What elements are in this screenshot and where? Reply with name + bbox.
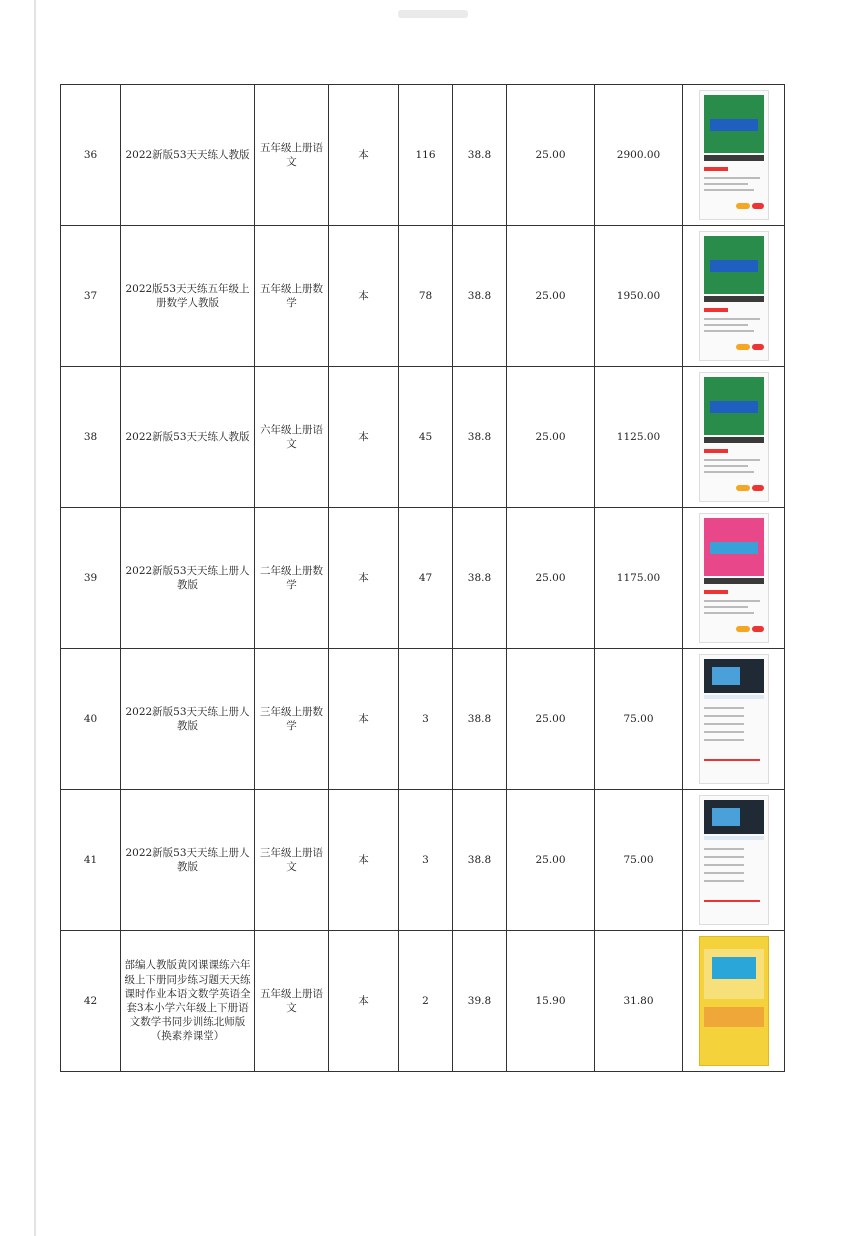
unit-price: 15.90 xyxy=(507,931,595,1072)
product-screenshot-icon xyxy=(699,513,769,643)
amount: 31.80 xyxy=(595,931,683,1072)
amount: 75.00 xyxy=(595,790,683,931)
table-row xyxy=(61,367,785,508)
product-screenshot-icon xyxy=(699,795,769,925)
amount: 1175.00 xyxy=(595,508,683,649)
thumbnail-cell xyxy=(683,226,785,367)
book-cover-icon xyxy=(699,936,769,1066)
quantity: 2 xyxy=(399,931,453,1072)
row-number: 40 xyxy=(61,649,121,790)
row-number: 37 xyxy=(61,226,121,367)
amount: 1950.00 xyxy=(595,226,683,367)
unit: 本 xyxy=(329,226,399,367)
unit: 本 xyxy=(329,649,399,790)
thumbnail-cell xyxy=(683,931,785,1072)
product-name: 2022新版53天天练上册人教版 xyxy=(121,649,255,790)
list-price: 38.8 xyxy=(453,508,507,649)
list-price: 38.8 xyxy=(453,790,507,931)
row-number: 42 xyxy=(61,931,121,1072)
quantity: 47 xyxy=(399,508,453,649)
table-row xyxy=(61,508,785,649)
unit: 本 xyxy=(329,85,399,226)
unit-price: 25.00 xyxy=(507,508,595,649)
grade-subject: 三年级上册语文 xyxy=(255,790,329,931)
table-row xyxy=(61,226,785,367)
amount: 75.00 xyxy=(595,649,683,790)
quantity: 45 xyxy=(399,367,453,508)
row-number: 36 xyxy=(61,85,121,226)
product-name: 2022版53天天练五年级上册数学人教版 xyxy=(121,226,255,367)
grade-subject: 六年级上册语文 xyxy=(255,367,329,508)
table-row xyxy=(61,85,785,226)
unit-price: 25.00 xyxy=(507,790,595,931)
amount: 2900.00 xyxy=(595,85,683,226)
quantity: 3 xyxy=(399,649,453,790)
product-screenshot-icon xyxy=(699,231,769,361)
thumbnail-cell xyxy=(683,85,785,226)
product-name: 2022新版53天天练上册人教版 xyxy=(121,790,255,931)
table-row xyxy=(61,790,785,931)
product-name: 部编人教版黄冈课课练六年级上下册同步练习题天天练课时作业本语文数学英语全套3本小学六年级上下册语文数学书同步训练北师版（换素养课堂） xyxy=(121,931,255,1072)
unit-price: 25.00 xyxy=(507,85,595,226)
amount: 1125.00 xyxy=(595,367,683,508)
list-price: 38.8 xyxy=(453,649,507,790)
thumbnail-cell xyxy=(683,790,785,931)
product-name: 2022新版53天天练上册人教版 xyxy=(121,508,255,649)
grade-subject: 三年级上册数学 xyxy=(255,649,329,790)
grade-subject: 五年级上册语文 xyxy=(255,931,329,1072)
product-screenshot-icon xyxy=(699,654,769,784)
thumbnail-cell xyxy=(683,649,785,790)
unit: 本 xyxy=(329,508,399,649)
product-name: 2022新版53天天练人教版 xyxy=(121,367,255,508)
quantity: 78 xyxy=(399,226,453,367)
unit: 本 xyxy=(329,367,399,508)
product-screenshot-icon xyxy=(699,372,769,502)
unit: 本 xyxy=(329,790,399,931)
unit-price: 25.00 xyxy=(507,367,595,508)
scan-mark xyxy=(398,10,468,18)
list-price: 38.8 xyxy=(453,226,507,367)
row-number: 41 xyxy=(61,790,121,931)
grade-subject: 二年级上册数学 xyxy=(255,508,329,649)
table-row xyxy=(61,649,785,790)
quantity: 3 xyxy=(399,790,453,931)
product-screenshot-icon xyxy=(699,90,769,220)
scan-edge xyxy=(34,0,36,1236)
table-row xyxy=(61,931,785,1072)
product-name: 2022新版53天天练人教版 xyxy=(121,85,255,226)
row-number: 39 xyxy=(61,508,121,649)
list-price: 38.8 xyxy=(453,367,507,508)
purchase-table xyxy=(60,84,785,1072)
list-price: 39.8 xyxy=(453,931,507,1072)
unit-price: 25.00 xyxy=(507,649,595,790)
list-price: 38.8 xyxy=(453,85,507,226)
row-number: 38 xyxy=(61,367,121,508)
thumbnail-cell xyxy=(683,508,785,649)
unit: 本 xyxy=(329,931,399,1072)
unit-price: 25.00 xyxy=(507,226,595,367)
grade-subject: 五年级上册语文 xyxy=(255,85,329,226)
thumbnail-cell xyxy=(683,367,785,508)
grade-subject: 五年级上册数学 xyxy=(255,226,329,367)
quantity: 116 xyxy=(399,85,453,226)
